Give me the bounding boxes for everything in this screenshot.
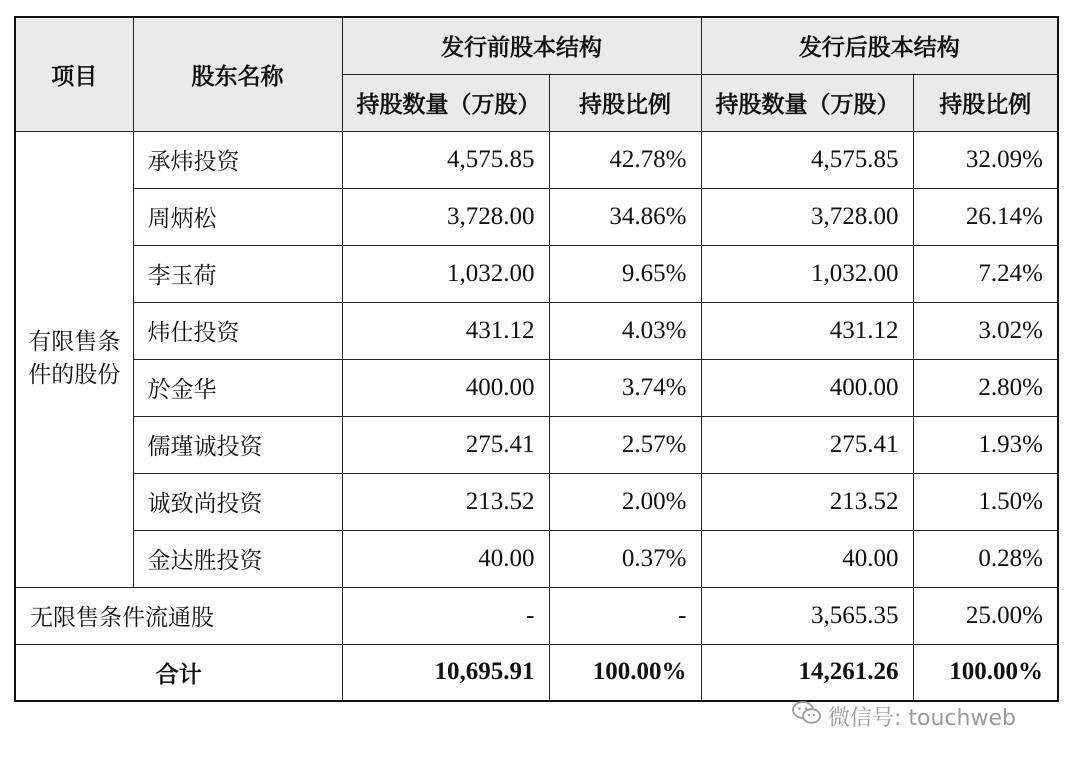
header-item: 项目 — [15, 17, 133, 131]
table-row — [15, 188, 1058, 245]
header-pre-ratio: 持股比例 — [549, 74, 701, 131]
pre-qty: 431.12 — [342, 302, 549, 359]
pre-ratio: - — [549, 587, 701, 644]
post-qty: 3,728.00 — [701, 188, 913, 245]
pre-qty: 1,032.00 — [342, 245, 549, 302]
share-structure-table — [14, 16, 1059, 702]
holder-name: 炜仕投资 — [133, 302, 342, 359]
header-post-qty: 持股数量（万股） — [701, 74, 913, 131]
pre-ratio: 9.65% — [549, 245, 701, 302]
post-qty: 3,565.35 — [701, 587, 913, 644]
total-label: 合计 — [15, 644, 342, 701]
post-ratio: 26.14% — [913, 188, 1058, 245]
header-pre-qty: 持股数量（万股） — [342, 74, 549, 131]
restricted-category-label: 有限售条件的股份 — [28, 328, 121, 388]
total-row — [15, 644, 1058, 701]
header-holder-name: 股东名称 — [133, 17, 342, 131]
pre-ratio: 2.57% — [549, 416, 701, 473]
header-pre-issue-group: 发行前股本结构 — [342, 17, 701, 74]
pre-qty: 4,575.85 — [342, 131, 549, 188]
unrestricted-label: 无限售条件流通股 — [15, 587, 342, 644]
header-post-issue-group: 发行后股本结构 — [701, 17, 1058, 74]
post-qty: 431.12 — [701, 302, 913, 359]
pre-qty: 3,728.00 — [342, 188, 549, 245]
restricted-shares-category — [15, 131, 133, 587]
header-row-top — [15, 17, 1058, 74]
pre-ratio: 4.03% — [549, 302, 701, 359]
table-row — [15, 416, 1058, 473]
post-ratio: 3.02% — [913, 302, 1058, 359]
table-row — [15, 245, 1058, 302]
total-post-qty: 14,261.26 — [701, 644, 913, 701]
post-ratio: 32.09% — [913, 131, 1058, 188]
table-row — [15, 302, 1058, 359]
wechat-watermark — [792, 700, 1016, 732]
pre-qty: 400.00 — [342, 359, 549, 416]
pre-qty: 275.41 — [342, 416, 549, 473]
unrestricted-shares-row — [15, 587, 1058, 644]
header-post-ratio: 持股比例 — [913, 74, 1058, 131]
wechat-icon — [792, 700, 822, 732]
post-ratio: 25.00% — [913, 587, 1058, 644]
total-pre-ratio: 100.00% — [549, 644, 701, 701]
table-row — [15, 359, 1058, 416]
total-pre-qty: 10,695.91 — [342, 644, 549, 701]
holder-name: 诚致尚投资 — [133, 473, 342, 530]
post-ratio: 2.80% — [913, 359, 1058, 416]
holder-name: 李玉荷 — [133, 245, 342, 302]
holder-name: 儒瑾诚投资 — [133, 416, 342, 473]
pre-ratio: 0.37% — [549, 530, 701, 587]
holder-name: 金达胜投资 — [133, 530, 342, 587]
total-post-ratio: 100.00% — [913, 644, 1058, 701]
post-qty: 275.41 — [701, 416, 913, 473]
post-qty: 40.00 — [701, 530, 913, 587]
post-ratio: 7.24% — [913, 245, 1058, 302]
holder-name: 承炜投资 — [133, 131, 342, 188]
post-qty: 400.00 — [701, 359, 913, 416]
table-row — [15, 473, 1058, 530]
watermark-text: 微信号: touchweb — [828, 705, 1016, 731]
post-ratio: 1.50% — [913, 473, 1058, 530]
pre-qty: - — [342, 587, 549, 644]
pre-qty: 213.52 — [342, 473, 549, 530]
holder-name: 周炳松 — [133, 188, 342, 245]
holder-name: 於金华 — [133, 359, 342, 416]
table-row — [15, 131, 1058, 188]
post-qty: 213.52 — [701, 473, 913, 530]
post-qty: 1,032.00 — [701, 245, 913, 302]
pre-ratio: 42.78% — [549, 131, 701, 188]
post-ratio: 1.93% — [913, 416, 1058, 473]
pre-qty: 40.00 — [342, 530, 549, 587]
pre-ratio: 34.86% — [549, 188, 701, 245]
pre-ratio: 2.00% — [549, 473, 701, 530]
post-ratio: 0.28% — [913, 530, 1058, 587]
pre-ratio: 3.74% — [549, 359, 701, 416]
table-row — [15, 530, 1058, 587]
post-qty: 4,575.85 — [701, 131, 913, 188]
